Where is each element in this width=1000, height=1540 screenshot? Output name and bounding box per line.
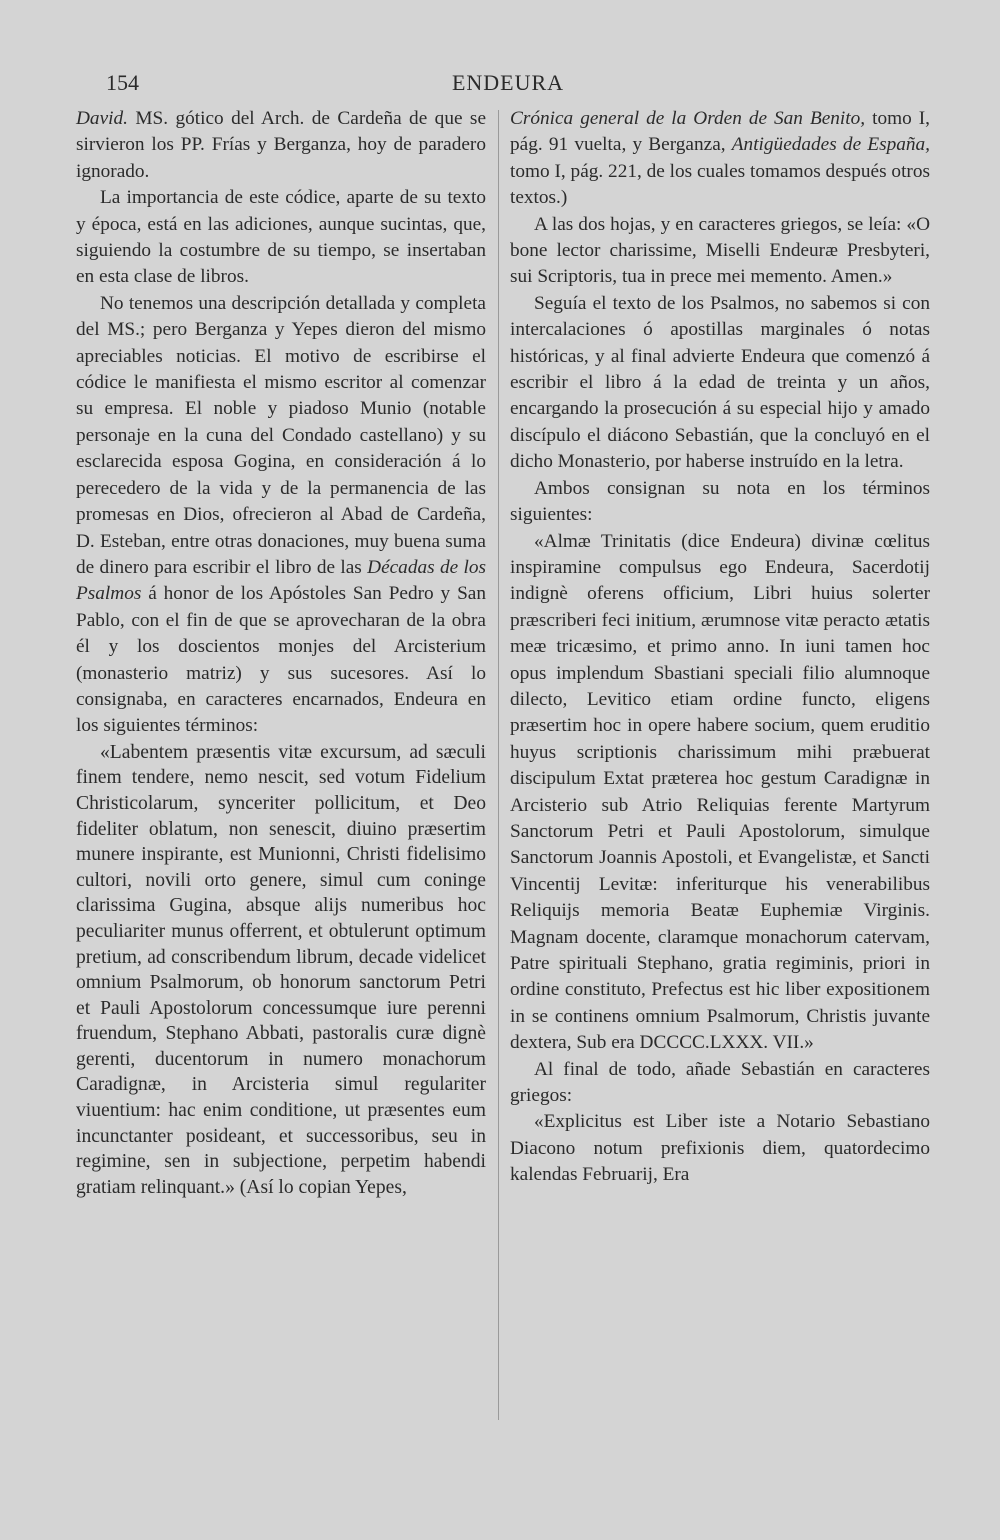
paragraph-text: No tenemos una descripción detallada y completa del MS.; pero Berganza y Yepes dieron del mismo apreciables noticias. El motivo de escribirse el códice le manifiesta el mismo escritor al comenzar su empresa. El noble y piadoso Munio (notable personaje en la cuna del Condado castellano) y su esclarecida esposa Gogina, en consideración á lo perecedero de la vida y de la permanencia de las promesas en Dios, ofrecieron al Abad de Cardeña, D. Esteban, entre otras donaciones, muy buena suma de dinero para escribir el libro de las	[76, 292, 486, 578]
latin-quotation-2: «Explicitus est Liber iste a Notario Sebastiano Diacono notum prefixionis diem, quatordecimo kalendas Februarij, Era	[510, 1111, 930, 1186]
italic-title: Décadas de los Psalmos	[76, 556, 486, 605]
italic-reference: David.	[76, 108, 128, 129]
left-paragraph-2: La importancia de este códice, aparte de su texto y época, está en las adiciones, aunque sucintas, que, siguiendo la costumbre de su tiempo, se insertaban en esta clase de libros.	[76, 187, 486, 288]
page-number: 154	[106, 70, 139, 95]
italic-title: Crónica general de la Orden de San Benito,	[510, 108, 866, 129]
paragraph-text: tomo I, pág. 91 vuelta, y Berganza,	[510, 108, 930, 156]
latin-quotation: «Labentem præsentis vitæ excursum, ad sæculi finem tendere, nemo nescit, sed votum Fidelium Christicolarum, synceriter pollicitum, et Deo fideliter oblatum, non senescit, diuino præsertim munere inspirante, est Munionni, Christi fidelisimo cultori, novili orto genere, simul cum coninge clarissima Gugina, absque alijs numeribus hoc peculiariter munus offerrent, et obtulerunt optimum pretium, ad conscribendum librum, decade videlicet omnium Psalmorum, ob honorum sanctorum Petri et Pauli Apostolorum concessumque iure perenni fruendum, Stephano Abbati, pastoralis curæ dignè gerenti, ducentorum in numero monachorum Caradignæ, in Arcisteria simul regulariter viuentium: hac enim conditione, ut præsentes eum incunctanter posideant, et successoribus, seu in regimine, sen in subjectione, perpetim habendi gratiam relinquant.» (Así lo copian Yepes,	[76, 741, 486, 1198]
running-title: ENDEURA	[451, 70, 565, 95]
page-header	[78, 70, 938, 100]
left-paragraph-3	[76, 291, 486, 740]
italic-title: Antigüedades de España,	[731, 134, 930, 156]
right-column	[510, 106, 930, 1189]
column-divider	[498, 110, 499, 1420]
latin-quotation: «Almæ Trinitatis (dice Endeura) divinæ cœlitus inspiramine compulsus ego Endeura, Sacerdotij indignè oferens officium, Libri huius solerter præscriberi feci initium, ærumnose vitæ peracto ætatis meæ tricæsimo, et primo anno. In iuni tamen hoc opus implendum Sbastiani speciali filio alumnoque dilecto, Levitico etiam ordine functo, eligens præsertim hoc in opere habere socium, quem eruditio huyus scriptionis charissimum mihi præbuerat discipulum Extat præterea hoc gestum Caradignæ in Arcisterio sub Atrio Reliquias ferente Martyrum Sanctorum Petri et Pauli Apostolorum, simulque Sanctorum Joannis Apostoli, et Evangelistæ, et Sancti Vincentij Levitæ: inferiturque his venerabilibus Reliquijs memoria Beatæ Euphemiæ Virginis. Magnam docente, claramque monachorum catervam, Patre spirituali Stephano, gratia regiminis, priori in ordine constituto, Prefectus est hic liber expositionem in se continens omnium Psalmorum, Christis juvante dextera, Sub era DCCCC.LXXX. VII.»	[510, 530, 930, 1054]
paragraph-text: tomo I, pág. 221, de los cuales tomamos después otros textos.)	[510, 160, 930, 209]
left-column	[76, 106, 486, 1200]
right-paragraph-6: Al final de todo, añade Sebastián en caracteres griegos:	[510, 1058, 930, 1107]
right-paragraph-3: Seguía el texto de los Psalmos, no sabemos si con intercalaciones ó apostillas marginales ó notas históricas, y al final advierte Endeura que comenzó á escribir el libro á la edad de treinta y un años, encargando la prosecución á su especial hijo y amado discípulo el diácono Sebastián, que la concluyó en el dicho Monasterio, por haberse instruído en la letra.	[510, 292, 930, 473]
right-paragraph-1	[510, 106, 930, 212]
paragraph-text: MS. gótico del Arch. de Cardeña de que se sirvieron los PP. Frías y Berganza, hoy de paradero ignorado.	[76, 108, 486, 182]
right-paragraph-4: Ambos consignan su nota en los términos siguientes:	[510, 477, 930, 526]
paragraph-text: á honor de los Apóstoles San Pedro y San Pablo, con el fin de que se aprovecharan de la obra él y los doscientos monjes del Arcisterium (monasterio matriz) y sus sucesores. Así lo consignaba, en caracteres encarnados, Endeura en los siguientes términos:	[76, 583, 486, 737]
left-paragraph-1	[76, 106, 486, 185]
right-paragraph-2: A las dos hojas, y en caracteres griegos, se leía: «O bone lector charissime, Miselli Endeuræ Presbyteri, sui Scriptoris, tua in prece mei memento. Amen.»	[510, 213, 930, 288]
